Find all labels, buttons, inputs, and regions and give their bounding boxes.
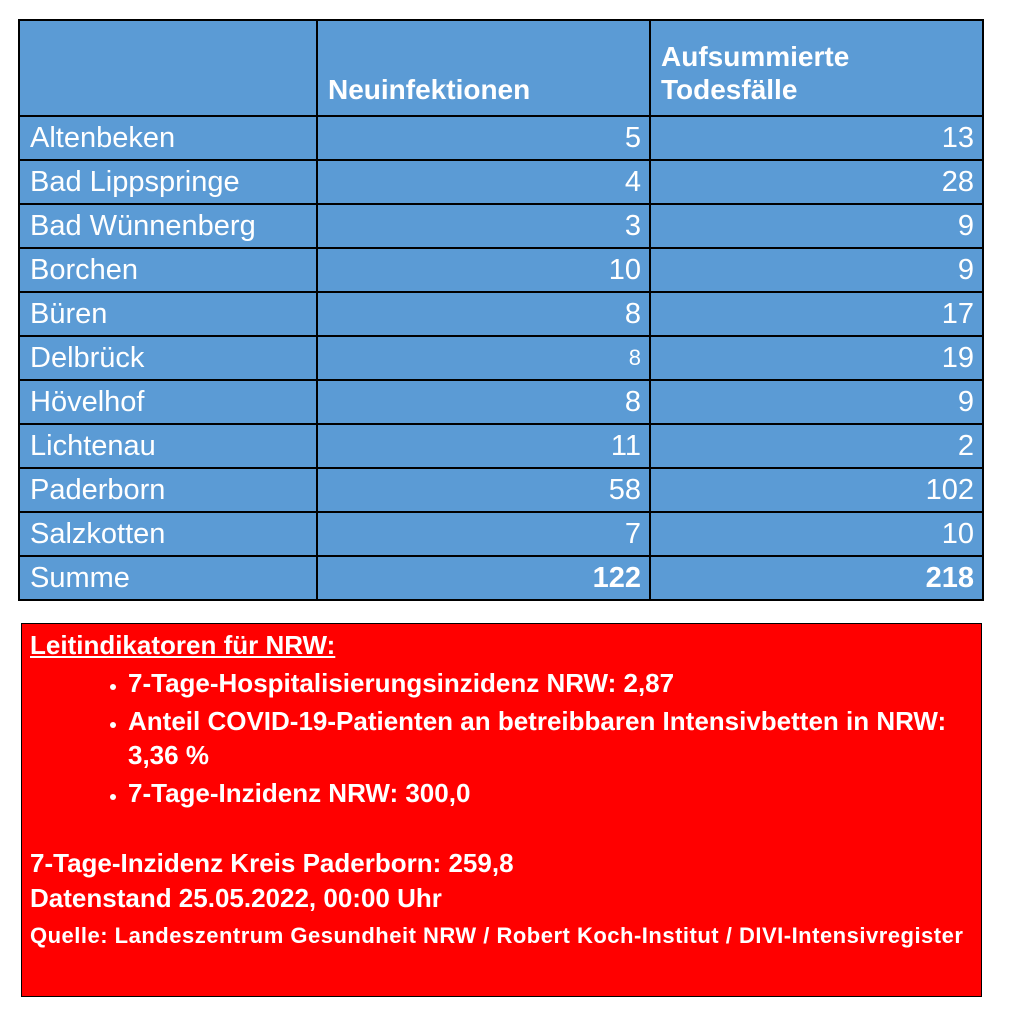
new-infections-value: 10	[317, 248, 650, 292]
table-row	[19, 160, 983, 204]
table-row	[19, 512, 983, 556]
deaths-value: 17	[650, 292, 983, 336]
table-row	[19, 380, 983, 424]
deaths-value: 13	[650, 116, 983, 160]
municipality-name: Borchen	[19, 248, 317, 292]
table-row	[19, 424, 983, 468]
deaths-value: 9	[650, 204, 983, 248]
municipality-name: Salzkotten	[19, 512, 317, 556]
indicators-panel	[21, 623, 982, 997]
municipality-name: Büren	[19, 292, 317, 336]
new-infections-value: 11	[317, 424, 650, 468]
deaths-value: 28	[650, 160, 983, 204]
new-infections-value: 5	[317, 116, 650, 160]
deaths-value: 102	[650, 468, 983, 512]
new-infections-value: 8	[317, 336, 650, 380]
sum-row	[19, 556, 983, 600]
new-infections-value: 8	[317, 380, 650, 424]
deaths-value: 10	[650, 512, 983, 556]
new-infections-value: 58	[317, 468, 650, 512]
deaths-value: 9	[650, 248, 983, 292]
table-row	[19, 116, 983, 160]
municipality-name: Hövelhof	[19, 380, 317, 424]
table-row	[19, 292, 983, 336]
new-infections-value: 8	[317, 292, 650, 336]
indicators-heading: Leitindikatoren für NRW:	[30, 630, 336, 660]
sum-deaths: 218	[650, 556, 983, 600]
header-new-infections: Neuinfektionen	[317, 20, 650, 116]
source-note: Quelle: Landeszentrum Gesundheit NRW / Robert Koch-Institut / DIVI-Intensivregister	[30, 922, 964, 948]
deaths-value: 9	[650, 380, 983, 424]
header-municipality	[19, 20, 317, 116]
data-date: Datenstand 25.05.2022, 00:00 Uhr	[30, 883, 442, 914]
municipality-name: Bad Wünnenberg	[19, 204, 317, 248]
table-row	[19, 468, 983, 512]
municipality-name: Bad Lippspringe	[19, 160, 317, 204]
new-infections-value: 4	[317, 160, 650, 204]
municipality-name: Lichtenau	[19, 424, 317, 468]
table-header-row	[19, 20, 983, 116]
indicator-item: • 7-Tage-Hospitalisierungsinzidenz NRW: 2,87	[128, 667, 973, 701]
table-row	[19, 204, 983, 248]
indicator-list	[30, 667, 973, 810]
sum-new-infections: 122	[317, 556, 650, 600]
deaths-value: 19	[650, 336, 983, 380]
table-row	[19, 336, 983, 380]
indicator-item: • Anteil COVID-19-Patienten an betreibbaren Intensivbetten in NRW: 3,36 %	[128, 705, 973, 773]
new-infections-value: 3	[317, 204, 650, 248]
new-infections-value: 7	[317, 512, 650, 556]
municipality-name: Paderborn	[19, 468, 317, 512]
municipality-name: Altenbeken	[19, 116, 317, 160]
header-cumulative-deaths: Aufsummierte Todesfälle	[650, 20, 983, 116]
municipality-name: Delbrück	[19, 336, 317, 380]
sum-label: Summe	[19, 556, 317, 600]
kreis-incidence: 7-Tage-Inzidenz Kreis Paderborn: 259,8	[30, 848, 514, 879]
table-row	[19, 248, 983, 292]
indicator-item: • 7-Tage-Inzidenz NRW: 300,0	[128, 777, 973, 811]
statistics-table	[18, 19, 984, 601]
deaths-value: 2	[650, 424, 983, 468]
